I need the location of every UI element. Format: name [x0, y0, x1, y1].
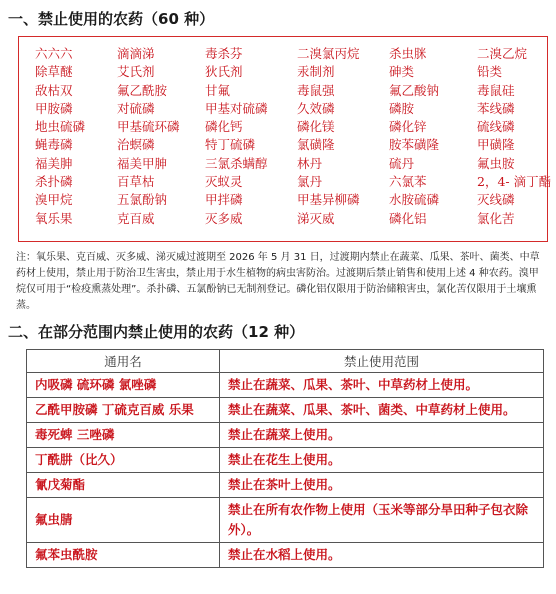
section-1-title: 一、禁止使用的农药（60 种） — [8, 10, 215, 28]
prohibited-scope-cell: 禁止在蔬菜、瓜果、茶叶、菌类、中草药材上使用。 — [220, 398, 544, 423]
section-1-note: 注：氧乐果、克百威、灭多威、涕灭威过渡期至 2026 年 5 月 31 日，过渡期内禁止在蔬菜、瓜果、茶叶、菌类、中草药材上使用，禁止用于防治卫生害虫，禁止用于水生植物的病虫害防治。过渡期后禁止销售和使用上述 4 种农药。溴甲烷仅可用于“检疫熏蒸处理”。杀扑磷、五氯酚钠已无制剂登记。磷化铝仅限用于防治储粮害虫，氯化苦仅限用于土壤熏蒸。 — [16, 252, 540, 311]
table-row — [27, 543, 544, 568]
pesticide-item: 杀扑磷 — [35, 174, 73, 190]
prohibited-scope-cell: 禁止在蔬菜、瓜果、茶叶、中草药材上使用。 — [220, 373, 544, 398]
pesticide-item: 氯磺隆 — [297, 137, 335, 153]
pesticide-item: 砷类 — [389, 64, 415, 80]
pesticide-name-cell: 氟虫腈 — [27, 498, 220, 543]
pesticide-item: 二溴乙烷 — [477, 46, 528, 61]
pesticide-item: 三氯杀螨醇 — [205, 155, 268, 171]
pesticide-item: 六六六 — [35, 46, 73, 61]
prohibited-scope-cell: 禁止在花生上使用。 — [220, 448, 544, 473]
pesticide-item: 甲磺隆 — [477, 137, 515, 153]
table-row — [27, 473, 544, 498]
pesticide-item: 灭蚁灵 — [205, 174, 243, 190]
pesticide-item: 林丹 — [297, 155, 323, 171]
prohibited-scope-cell: 禁止在水稻上使用。 — [220, 543, 544, 568]
banned-pesticides-box — [18, 36, 552, 242]
pesticide-name-cell: 乙酰甲胺磷 丁硫克百威 乐果 — [27, 398, 220, 423]
pesticide-item: 氟乙酸钠 — [389, 82, 440, 98]
pesticide-item: 磷化锌 — [389, 119, 427, 135]
pesticide-item: 磷化钙 — [205, 119, 243, 135]
pesticide-item: 久效磷 — [297, 100, 335, 116]
pesticide-item: 对硫磷 — [117, 100, 155, 116]
pesticide-name-cell: 毒死蜱 三唑磷 — [27, 423, 220, 448]
table-row — [27, 448, 544, 473]
pesticide-item: 磷化铝 — [389, 210, 427, 226]
pesticide-item: 灭多威 — [205, 210, 243, 226]
pesticide-item: 氟虫胺 — [477, 155, 515, 171]
pesticide-item: 铅类 — [477, 64, 503, 80]
pesticide-item: 氯丹 — [297, 174, 323, 190]
pesticide-item: 甘氟 — [205, 82, 231, 98]
pesticide-item: 硫线磷 — [477, 119, 515, 135]
table-body — [27, 373, 544, 568]
restricted-pesticides-table — [26, 349, 544, 568]
pesticide-item: 汞制剂 — [297, 64, 335, 80]
pesticide-item: 除草醚 — [35, 64, 73, 80]
pesticide-item: 苯线磷 — [477, 100, 515, 116]
table-row — [27, 423, 544, 448]
pesticide-item: 2，4- 滴丁酯 — [477, 174, 552, 190]
pesticide-name-cell: 内吸磷 硫环磷 氯唑磷 — [27, 373, 220, 398]
pesticide-item: 滴滴涕 — [117, 46, 155, 61]
pesticide-item: 艾氏剂 — [117, 64, 155, 80]
pesticide-name-cell: 氟苯虫酰胺 — [27, 543, 220, 568]
pesticide-item: 甲基异柳磷 — [297, 192, 360, 208]
column-header-name: 通用名 — [27, 350, 220, 373]
pesticide-item: 二溴氯丙烷 — [297, 46, 360, 61]
pesticide-item: 毒杀芬 — [205, 46, 243, 61]
section-2-title: 二、在部分范围内禁止使用的农药（12 种） — [8, 323, 305, 341]
table-row — [27, 373, 544, 398]
pesticide-item: 治螟磷 — [117, 137, 155, 153]
pesticide-item: 甲基对硫磷 — [205, 100, 268, 116]
pesticide-name-cell: 氰戊菊酯 — [27, 473, 220, 498]
pesticide-item: 氟乙酰胺 — [117, 82, 168, 98]
pesticide-item: 甲基硫环磷 — [117, 119, 180, 135]
pesticide-item: 狄氏剂 — [205, 64, 243, 80]
prohibited-scope-cell: 禁止在茶叶上使用。 — [220, 473, 544, 498]
pesticide-item: 敌枯双 — [35, 82, 73, 98]
pesticide-item: 福美甲胂 — [117, 155, 168, 171]
pesticide-item: 溴甲烷 — [35, 192, 73, 208]
pesticide-item: 克百威 — [117, 210, 155, 226]
pesticide-item: 硫丹 — [389, 155, 415, 171]
table-header-row — [27, 350, 544, 373]
pesticide-item: 氯化苦 — [477, 210, 515, 226]
pesticide-item: 特丁硫磷 — [205, 137, 256, 153]
table-row — [27, 398, 544, 423]
pesticide-item: 杀虫脒 — [389, 46, 427, 61]
pesticide-item: 涕灭威 — [297, 210, 335, 226]
column-header-scope: 禁止使用范围 — [220, 350, 544, 373]
prohibited-scope-cell: 禁止在蔬菜上使用。 — [220, 423, 544, 448]
pesticide-item: 胺苯磺隆 — [389, 137, 440, 153]
pesticide-item: 氧乐果 — [35, 210, 73, 226]
pesticide-item: 毒鼠硅 — [477, 82, 515, 98]
pesticide-item: 蝇毒磷 — [35, 137, 73, 153]
pesticide-item: 百草枯 — [117, 174, 155, 190]
pesticide-item: 甲拌磷 — [205, 192, 243, 208]
pesticide-item: 灭线磷 — [477, 192, 515, 208]
pesticide-item: 六氯苯 — [389, 174, 427, 190]
pesticide-item: 五氯酚钠 — [117, 192, 168, 208]
pesticide-item: 地虫硫磷 — [35, 119, 86, 135]
pesticide-name-cell: 丁酰肼（比久） — [27, 448, 220, 473]
pesticide-item: 水胺硫磷 — [389, 192, 440, 208]
banned-pesticide-grid — [35, 44, 552, 227]
table-row — [27, 498, 544, 543]
pesticide-item: 毒鼠强 — [297, 82, 335, 98]
pesticide-item: 磷胺 — [389, 100, 415, 116]
pesticide-item: 福美胂 — [35, 155, 73, 171]
pesticide-item: 甲胺磷 — [35, 100, 73, 116]
pesticide-item: 磷化镁 — [297, 119, 335, 135]
prohibited-scope-cell: 禁止在所有农作物上使用（玉米等部分旱田种子包衣除外）。 — [220, 498, 544, 543]
